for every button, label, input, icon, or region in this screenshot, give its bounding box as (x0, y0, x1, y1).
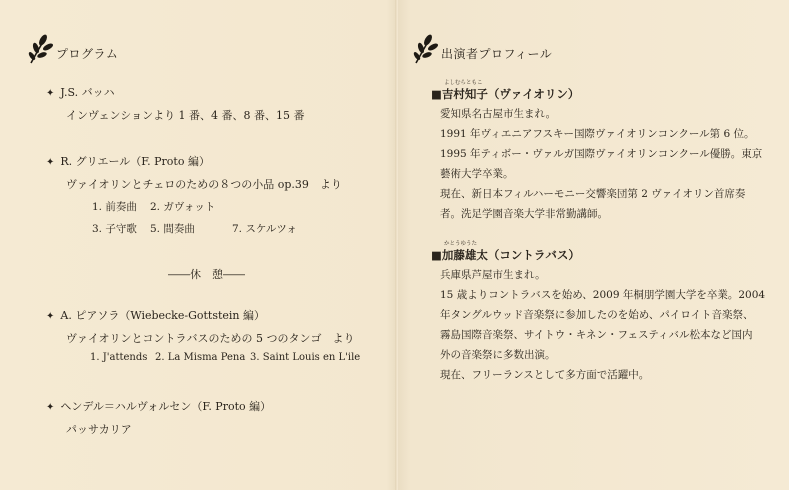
movement: 3. Saint Louis en L'ile (250, 352, 361, 363)
performer-name: ■加藤雄太（コントラバス） (431, 248, 580, 262)
bio-line: 1991 年ヴィエニアフスキー国際ヴァイオリンコンクール第 6 位。 (440, 128, 755, 140)
bio-line: 1995 年ティボー・ヴァルガ国際ヴァイオリンコンクール優勝。東京 (440, 148, 763, 160)
leaf-sprig-icon (28, 34, 54, 64)
program-item-handel (46, 398, 271, 414)
intermission: ――休 憩―― (168, 268, 245, 281)
program-item-title: J.S. バッハ (60, 86, 115, 99)
bio-line: 15 歳よりコントラバスを始め、2009 年桐朋学園大学を卒業。2004 (440, 289, 766, 301)
program-item-gliere (46, 153, 210, 169)
movement: 2. La Misma Pena (155, 352, 246, 363)
program-heading-text: プログラム (56, 47, 119, 61)
star-bullet-icon: ✦ (46, 311, 55, 322)
bio-line: 霧島国際音楽祭、サイトウ・キネン・フェスティバル松本など国内 (440, 329, 753, 341)
program-item-title: R. グリエール（F. Proto 編） (60, 155, 210, 168)
performer-name-reading: よしむらともこ (444, 80, 483, 86)
bio-line: 現在、フリーランスとして多方面で活躍中。 (440, 369, 650, 381)
leaf-sprig-icon (413, 34, 439, 64)
program-item-title: A. ピアソラ（Wiebecke-Gottstein 編） (60, 309, 265, 322)
program-item-subtitle: ヴァイオリンとコントラバスのための 5 つのタンゴ より (66, 332, 355, 345)
movement: 3. 子守歌 (92, 223, 137, 235)
bio-line: 年タングルウッド音楽祭に参加したのを始め、パイロイト音楽祭、 (440, 309, 754, 321)
program-item-subtitle: ヴァイオリンとチェロのための８つの小品 op.39 より (66, 178, 342, 191)
profile-heading (413, 34, 552, 64)
program-item-bach (46, 84, 115, 100)
bio-line: 愛知県名古屋市生まれ。 (440, 108, 557, 120)
bio-line: 外の音楽祭に多数出演。 (440, 349, 556, 361)
movement: 1. 前奏曲 (92, 201, 137, 213)
program-heading (28, 34, 118, 64)
performer-name-reading: かとうゆうた (444, 241, 478, 247)
bio-line: 者。洗足学園音楽大学非常勤講師。 (440, 208, 608, 220)
movement: 5. 間奏曲 (150, 223, 195, 235)
bio-line: 現在、新日本フィルハーモニー交響楽団第 2 ヴァイオリン首席奏 (440, 188, 746, 200)
program-item-subtitle: パッサカリア (66, 423, 132, 436)
profile-page (398, 0, 789, 490)
movement: 7. スケルツォ (232, 223, 297, 235)
star-bullet-icon: ✦ (46, 402, 55, 413)
program-item-subtitle: インヴェンションより 1 番、4 番、8 番、15 番 (66, 109, 305, 122)
star-bullet-icon: ✦ (46, 88, 55, 99)
program-item-title: ヘンデル＝ハルヴォルセン（F. Proto 編） (60, 400, 272, 413)
performer-name: ■吉村知子（ヴァイオリン） (431, 87, 580, 101)
movement: 2. ガヴォット (150, 201, 216, 213)
bio-line: 藝術大学卒業。 (440, 168, 514, 180)
program-item-piazzolla (46, 307, 265, 323)
bio-line: 兵庫県芦屋市生まれ。 (440, 269, 546, 281)
movement: 1. J'attends (90, 352, 148, 363)
profile-heading-text: 出演者プロフィール (441, 47, 553, 61)
star-bullet-icon: ✦ (46, 157, 55, 168)
